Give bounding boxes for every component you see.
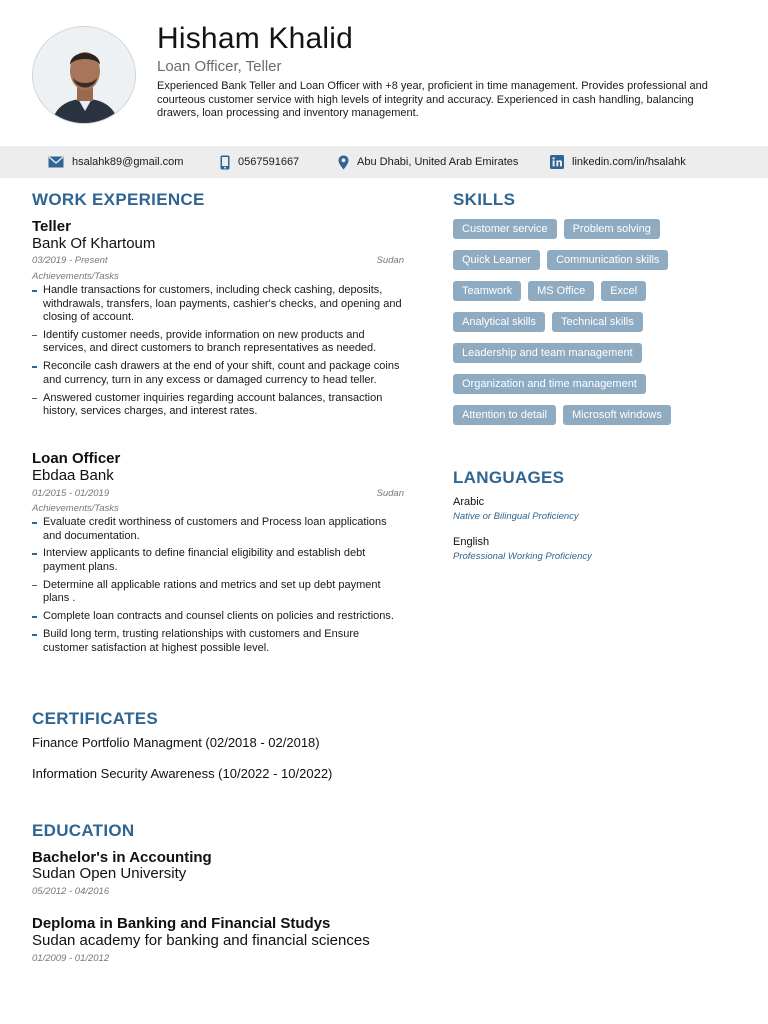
job-task: Handle transactions for customers, including check cashing, deposits, withdrawals, transfers, loan payments, cashier's checks, and opening and closing of account. bbox=[32, 284, 407, 325]
job-task: Reconcile cash drawers at the end of your shift, count and package coins and currency, turn in any excess or damaged currency to head teller. bbox=[32, 360, 407, 387]
skill-tag: Excel bbox=[601, 281, 646, 301]
skill-tag: Microsoft windows bbox=[563, 405, 671, 425]
job-title: Loan Officer bbox=[32, 450, 121, 467]
job-company: Ebdaa Bank bbox=[32, 467, 114, 484]
phone-icon bbox=[220, 155, 230, 170]
languages-heading: LANGUAGES bbox=[453, 468, 565, 487]
language-proficiency: Native or Bilingual Proficiency bbox=[453, 511, 579, 522]
job-location: Sudan bbox=[376, 255, 404, 266]
contact-phone[interactable] bbox=[220, 146, 299, 178]
skill-tag: Teamwork bbox=[453, 281, 521, 301]
location-text: Abu Dhabi, United Arab Emirates bbox=[357, 156, 519, 168]
certificate-item: Finance Portfolio Managment (02/2018 - 02/2018) bbox=[32, 735, 320, 750]
job-task: Determine all applicable rations and metrics and set up debt payment plans . bbox=[32, 579, 407, 606]
achievements-label: Achievements/Tasks bbox=[32, 503, 119, 514]
certificates-heading: CERTIFICATES bbox=[32, 709, 159, 728]
job-title: Teller bbox=[32, 218, 71, 235]
job-task: Complete loan contracts and counsel clients on policies and restrictions. bbox=[32, 610, 407, 624]
certificate-item: Information Security Awareness (10/2022 - 10/2022) bbox=[32, 766, 333, 781]
language-name: English bbox=[453, 536, 490, 548]
job-task: Build long term, trusting relationships with customers and Ensure customer satisfaction at highest possible level. bbox=[32, 628, 407, 655]
job-dates: 03/2019 - Present bbox=[32, 255, 108, 266]
job-task: Identify customer needs, provide information on new products and services, and direct customers to branch representatives as needed. bbox=[32, 329, 407, 356]
language-proficiency: Professional Working Proficiency bbox=[453, 551, 592, 562]
education-degree: Bachelor's in Accounting bbox=[32, 849, 212, 866]
skill-tag: Analytical skills bbox=[453, 312, 545, 332]
job-task: Answered customer inquiries regarding account balances, transaction history, services charges, and interest rates. bbox=[32, 392, 407, 419]
skill-tag: Leadership and team management bbox=[453, 343, 642, 363]
skill-tag: MS Office bbox=[528, 281, 594, 301]
email-text: hsalahk89@gmail.com bbox=[72, 156, 184, 168]
job-task: Interview applicants to define financial eligibility and establish debt payment plans. bbox=[32, 547, 407, 574]
job-dates: 01/2015 - 01/2019 bbox=[32, 488, 110, 499]
skill-tag: Attention to detail bbox=[453, 405, 556, 425]
skills-list bbox=[453, 219, 743, 436]
achievements-label: Achievements/Tasks bbox=[32, 271, 119, 282]
phone-text: 0567591667 bbox=[238, 156, 300, 168]
education-dates: 01/2009 - 01/2012 bbox=[32, 953, 110, 964]
skill-tag: Organization and time management bbox=[453, 374, 646, 394]
job-task-list bbox=[32, 516, 407, 659]
candidate-role: Loan Officer, Teller bbox=[157, 58, 282, 75]
job-task: Evaluate credit worthiness of customers and Process loan applications and documentation. bbox=[32, 516, 407, 543]
candidate-name: Hisham Khalid bbox=[157, 22, 354, 55]
education-school: Sudan academy for banking and financial sciences bbox=[32, 932, 370, 949]
linkedin-icon bbox=[550, 155, 564, 169]
skill-tag: Customer service bbox=[453, 219, 557, 239]
contact-bar bbox=[0, 146, 768, 178]
profile-summary: Experienced Bank Teller and Loan Officer with +8 year, proficient in time management. Provides professional and courteous customer service with high levels of integrity and accuracy. Experienced in cash handling, balancing drawers, loan processing and inventory management. bbox=[157, 80, 708, 120]
profile-photo bbox=[32, 26, 136, 124]
job-company: Bank Of Khartoum bbox=[32, 235, 156, 252]
job-location: Sudan bbox=[376, 488, 404, 499]
email-icon bbox=[48, 156, 64, 168]
contact-location bbox=[338, 146, 518, 178]
education-school: Sudan Open University bbox=[32, 865, 187, 882]
linkedin-text: linkedin.com/in/hsalahk bbox=[572, 156, 686, 168]
location-icon bbox=[338, 155, 349, 170]
profile-photo-illustration bbox=[33, 27, 136, 124]
contact-email[interactable] bbox=[48, 146, 183, 178]
education-heading: EDUCATION bbox=[32, 821, 135, 840]
education-dates: 05/2012 - 04/2016 bbox=[32, 886, 110, 897]
education-degree: Deploma in Banking and Financial Studys bbox=[32, 915, 331, 932]
work-experience-heading: WORK EXPERIENCE bbox=[32, 190, 205, 209]
skill-tag: Quick Learner bbox=[453, 250, 540, 270]
language-name: Arabic bbox=[453, 496, 485, 508]
job-task-list bbox=[32, 284, 407, 423]
skills-heading: SKILLS bbox=[453, 190, 516, 209]
skill-tag: Problem solving bbox=[564, 219, 660, 239]
skill-tag: Technical skills bbox=[552, 312, 643, 332]
skill-tag: Communication skills bbox=[547, 250, 668, 270]
contact-linkedin[interactable] bbox=[550, 146, 686, 178]
